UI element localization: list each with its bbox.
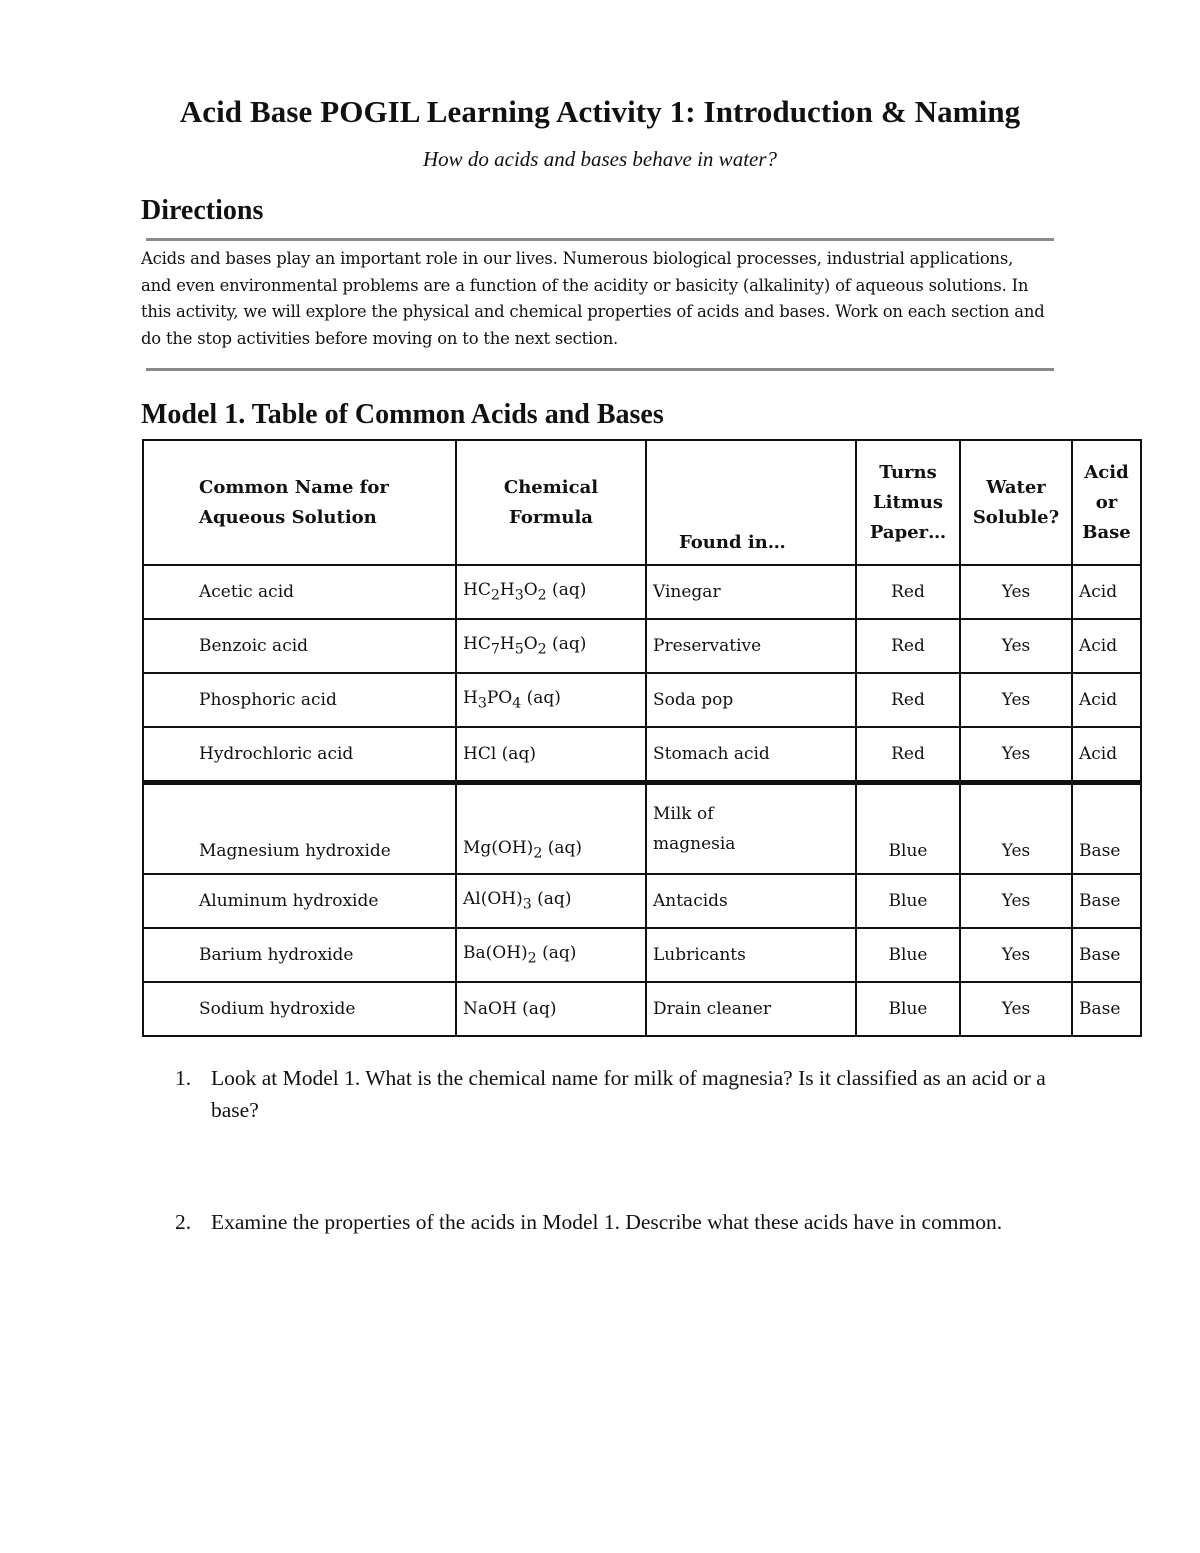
cell-name: Magnesium hydroxide xyxy=(143,783,456,875)
cell-water-soluble: Yes xyxy=(960,673,1072,727)
cell-found-in: Preservative xyxy=(646,619,856,673)
cell-water-soluble: Yes xyxy=(960,727,1072,783)
cell-litmus: Red xyxy=(856,565,960,619)
header-litmus: Turns Litmus Paper… xyxy=(856,440,960,565)
model-heading: Model 1. Table of Common Acids and Bases xyxy=(141,399,664,430)
header-found-in: Found in… xyxy=(646,440,856,565)
cell-formula: HCl (aq) xyxy=(456,727,646,783)
cell-type: Acid xyxy=(1072,619,1141,673)
table-row xyxy=(143,783,1141,875)
cell-water-soluble: Yes xyxy=(960,874,1072,928)
cell-name: Benzoic acid xyxy=(143,619,456,673)
cell-name: Acetic acid xyxy=(143,565,456,619)
question-text: Look at Model 1. What is the chemical name for milk of magnesia? Is it classified as an acid or a base? xyxy=(211,1066,1046,1122)
cell-found-in: Vinegar xyxy=(646,565,856,619)
cell-found-in: Lubricants xyxy=(646,928,856,982)
table-row xyxy=(143,727,1141,783)
cell-litmus: Red xyxy=(856,673,960,727)
cell-water-soluble: Yes xyxy=(960,982,1072,1036)
cell-name: Hydrochloric acid xyxy=(143,727,456,783)
cell-water-soluble: Yes xyxy=(960,928,1072,982)
table-row xyxy=(143,619,1141,673)
table-header-row xyxy=(143,440,1141,565)
cell-formula: $H_3PO_4$ (aq) xyxy=(456,673,646,727)
cell-found-in: Stomach acid xyxy=(646,727,856,783)
cell-litmus: Red xyxy=(856,727,960,783)
header-water-soluble: Water Soluble? xyxy=(960,440,1072,565)
page-title: Acid Base POGIL Learning Activity 1: Introduction & Naming xyxy=(179,94,1021,129)
cell-litmus: Blue xyxy=(856,874,960,928)
cell-formula: $Ba(OH)_2$ (aq) xyxy=(456,928,646,982)
cell-name: Sodium hydroxide xyxy=(143,982,456,1036)
cell-name: Barium hydroxide xyxy=(143,928,456,982)
cell-formula: $HC_2H_3O_2$ (aq) xyxy=(456,565,646,619)
table-row xyxy=(143,565,1141,619)
cell-found-in: Antacids xyxy=(646,874,856,928)
cell-formula: NaOH (aq) xyxy=(456,982,646,1036)
cell-formula: $Al(OH)_3$ (aq) xyxy=(456,874,646,928)
cell-found-in: Soda pop xyxy=(646,673,856,727)
cell-water-soluble: Yes xyxy=(960,619,1072,673)
cell-litmus: Blue xyxy=(856,928,960,982)
cell-type: Acid xyxy=(1072,673,1141,727)
directions-heading: Directions xyxy=(141,195,264,226)
table-row xyxy=(143,874,1141,928)
directions-text: Acids and bases play an important role in our lives. Numerous biological processes, industrial applications, and even environmental problems are a function of the acidity or basicity (alkalinity) of aqueous solutions. In this activity, we will explore the physical and chemical properties of acids and bases. Work on each section and do the stop activities before moving on to the next section. xyxy=(141,249,1045,348)
question-text: Examine the properties of the acids in Model 1. Describe what these acids have in common. xyxy=(211,1210,1003,1234)
table-row xyxy=(143,982,1141,1036)
question-number: 1. xyxy=(175,1066,192,1090)
header-acid-or-base: Acid or Base xyxy=(1072,440,1141,565)
cell-name: Aluminum hydroxide xyxy=(143,874,456,928)
question-2 xyxy=(175,1206,1055,1238)
cell-formula: $HC_7H_5O_2$ (aq) xyxy=(456,619,646,673)
cell-litmus: Blue xyxy=(856,783,960,875)
cell-type: Base xyxy=(1072,982,1141,1036)
cell-name: Phosphoric acid xyxy=(143,673,456,727)
cell-formula: $Mg(OH)_2$ (aq) xyxy=(456,783,646,875)
cell-type: Base xyxy=(1072,874,1141,928)
table-row xyxy=(143,928,1141,982)
acids-bases-table xyxy=(142,439,1142,1037)
cell-litmus: Blue xyxy=(856,982,960,1036)
question-1 xyxy=(175,1062,1055,1126)
cell-found-in: Drain cleaner xyxy=(646,982,856,1036)
cell-water-soluble: Yes xyxy=(960,783,1072,875)
cell-found-in: Milk of magnesia xyxy=(646,783,856,875)
header-common-name: Common Name for Aqueous Solution xyxy=(143,440,456,565)
directions-top-rule xyxy=(146,238,1054,241)
page-subtitle: How do acids and bases behave in water? xyxy=(422,147,778,171)
table-row xyxy=(143,673,1141,727)
cell-water-soluble: Yes xyxy=(960,565,1072,619)
header-chemical-formula: Chemical Formula xyxy=(456,440,646,565)
cell-type: Acid xyxy=(1072,565,1141,619)
question-number: 2. xyxy=(175,1210,192,1234)
cell-litmus: Red xyxy=(856,619,960,673)
cell-type: Acid xyxy=(1072,727,1141,783)
cell-type: Base xyxy=(1072,928,1141,982)
cell-type: Base xyxy=(1072,783,1141,875)
directions-bottom-rule xyxy=(146,368,1054,371)
